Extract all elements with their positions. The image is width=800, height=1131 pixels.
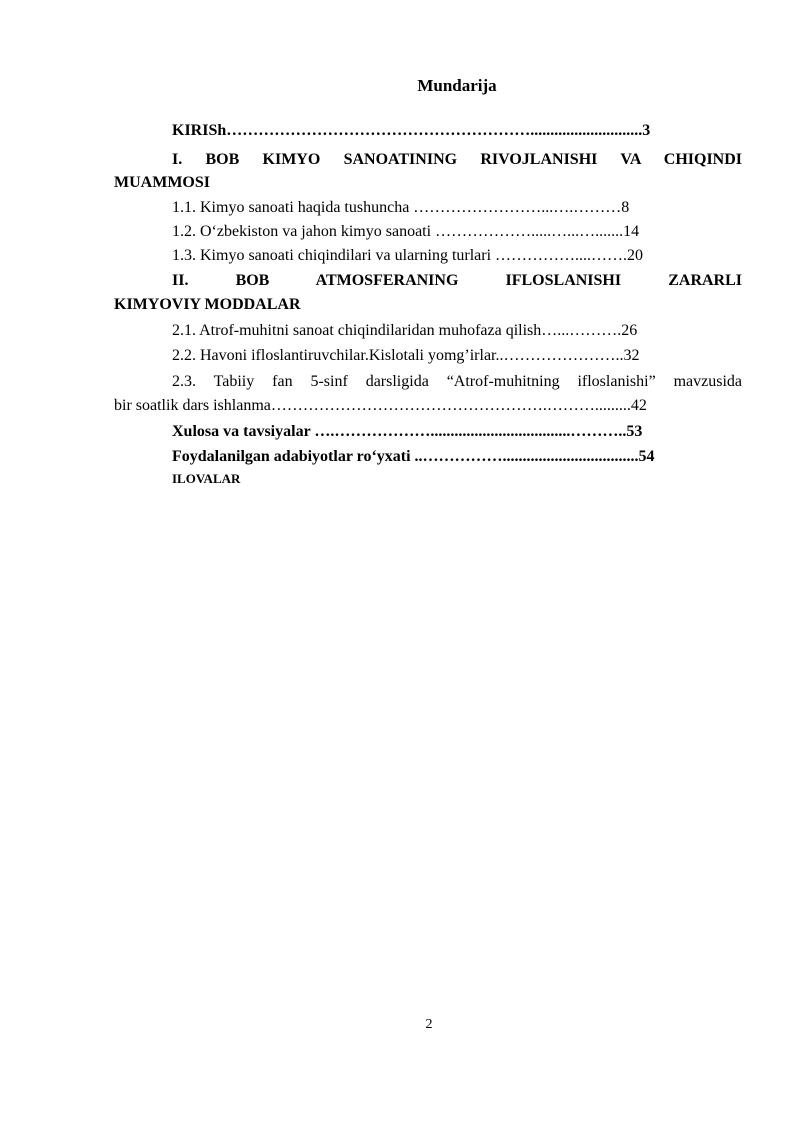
toc-entry-xulosa: Xulosa va tavsiyalar ….………………...................................………..53 xyxy=(172,423,643,440)
toc-entry-adabiyotlar: Foydalanilgan adabiyotlar ro‘yxati ..……………..................................54 xyxy=(172,448,655,465)
toc-entry-2-2: 2.2. Havoni ifloslantiruvchilar.Kislotali yomg’irlar..…………………..32 xyxy=(172,347,640,364)
toc-entry-1-2: 1.2. O‘zbekiston va jahon kimyo sanoati ……………….....…...….......14 xyxy=(172,223,640,240)
toc-entry-bob2-line1: II. BOB ATMOSFERANING IFLOSLANISHI ZARARLI xyxy=(172,272,742,289)
toc-entry-2-3-line1: 2.3. Tabiiy fan 5-sinf darsligida “Atrof-muhitning ifloslanishi” mavzusida xyxy=(172,373,742,390)
toc-entry-bob1-line2: MUAMMOSI xyxy=(114,174,210,191)
page-number: 2 xyxy=(425,1017,433,1032)
toc-entry-2-3-line2: bir soatlik dars ishlanma…………………………………………….……….........42 xyxy=(114,397,647,414)
page-title: Mundarija xyxy=(417,76,497,95)
toc-entry-ilovalar: ILOVALAR xyxy=(172,471,241,486)
toc-entry-bob2-line2: KIMYOVIY MODDALAR xyxy=(114,296,301,313)
toc-entry-bob1-line1: I. BOB KIMYO SANOATINING RIVOJLANISHI VA CHIQINDI xyxy=(172,151,742,168)
toc-entry-kirish: KIRISh…………………………………………………............................3 xyxy=(172,122,651,139)
toc-entry-1-1: 1.1. Kimyo sanoati haqida tushuncha ……………………...….………8 xyxy=(172,199,630,216)
toc-entry-1-3: 1.3. Kimyo sanoati chiqindilari va ularning turlari ……………....…….20 xyxy=(172,247,644,264)
toc-entry-2-1: 2.1. Atrof-muhitni sanoat chiqindilaridan muhofaza qilish…...……….26 xyxy=(172,322,638,339)
